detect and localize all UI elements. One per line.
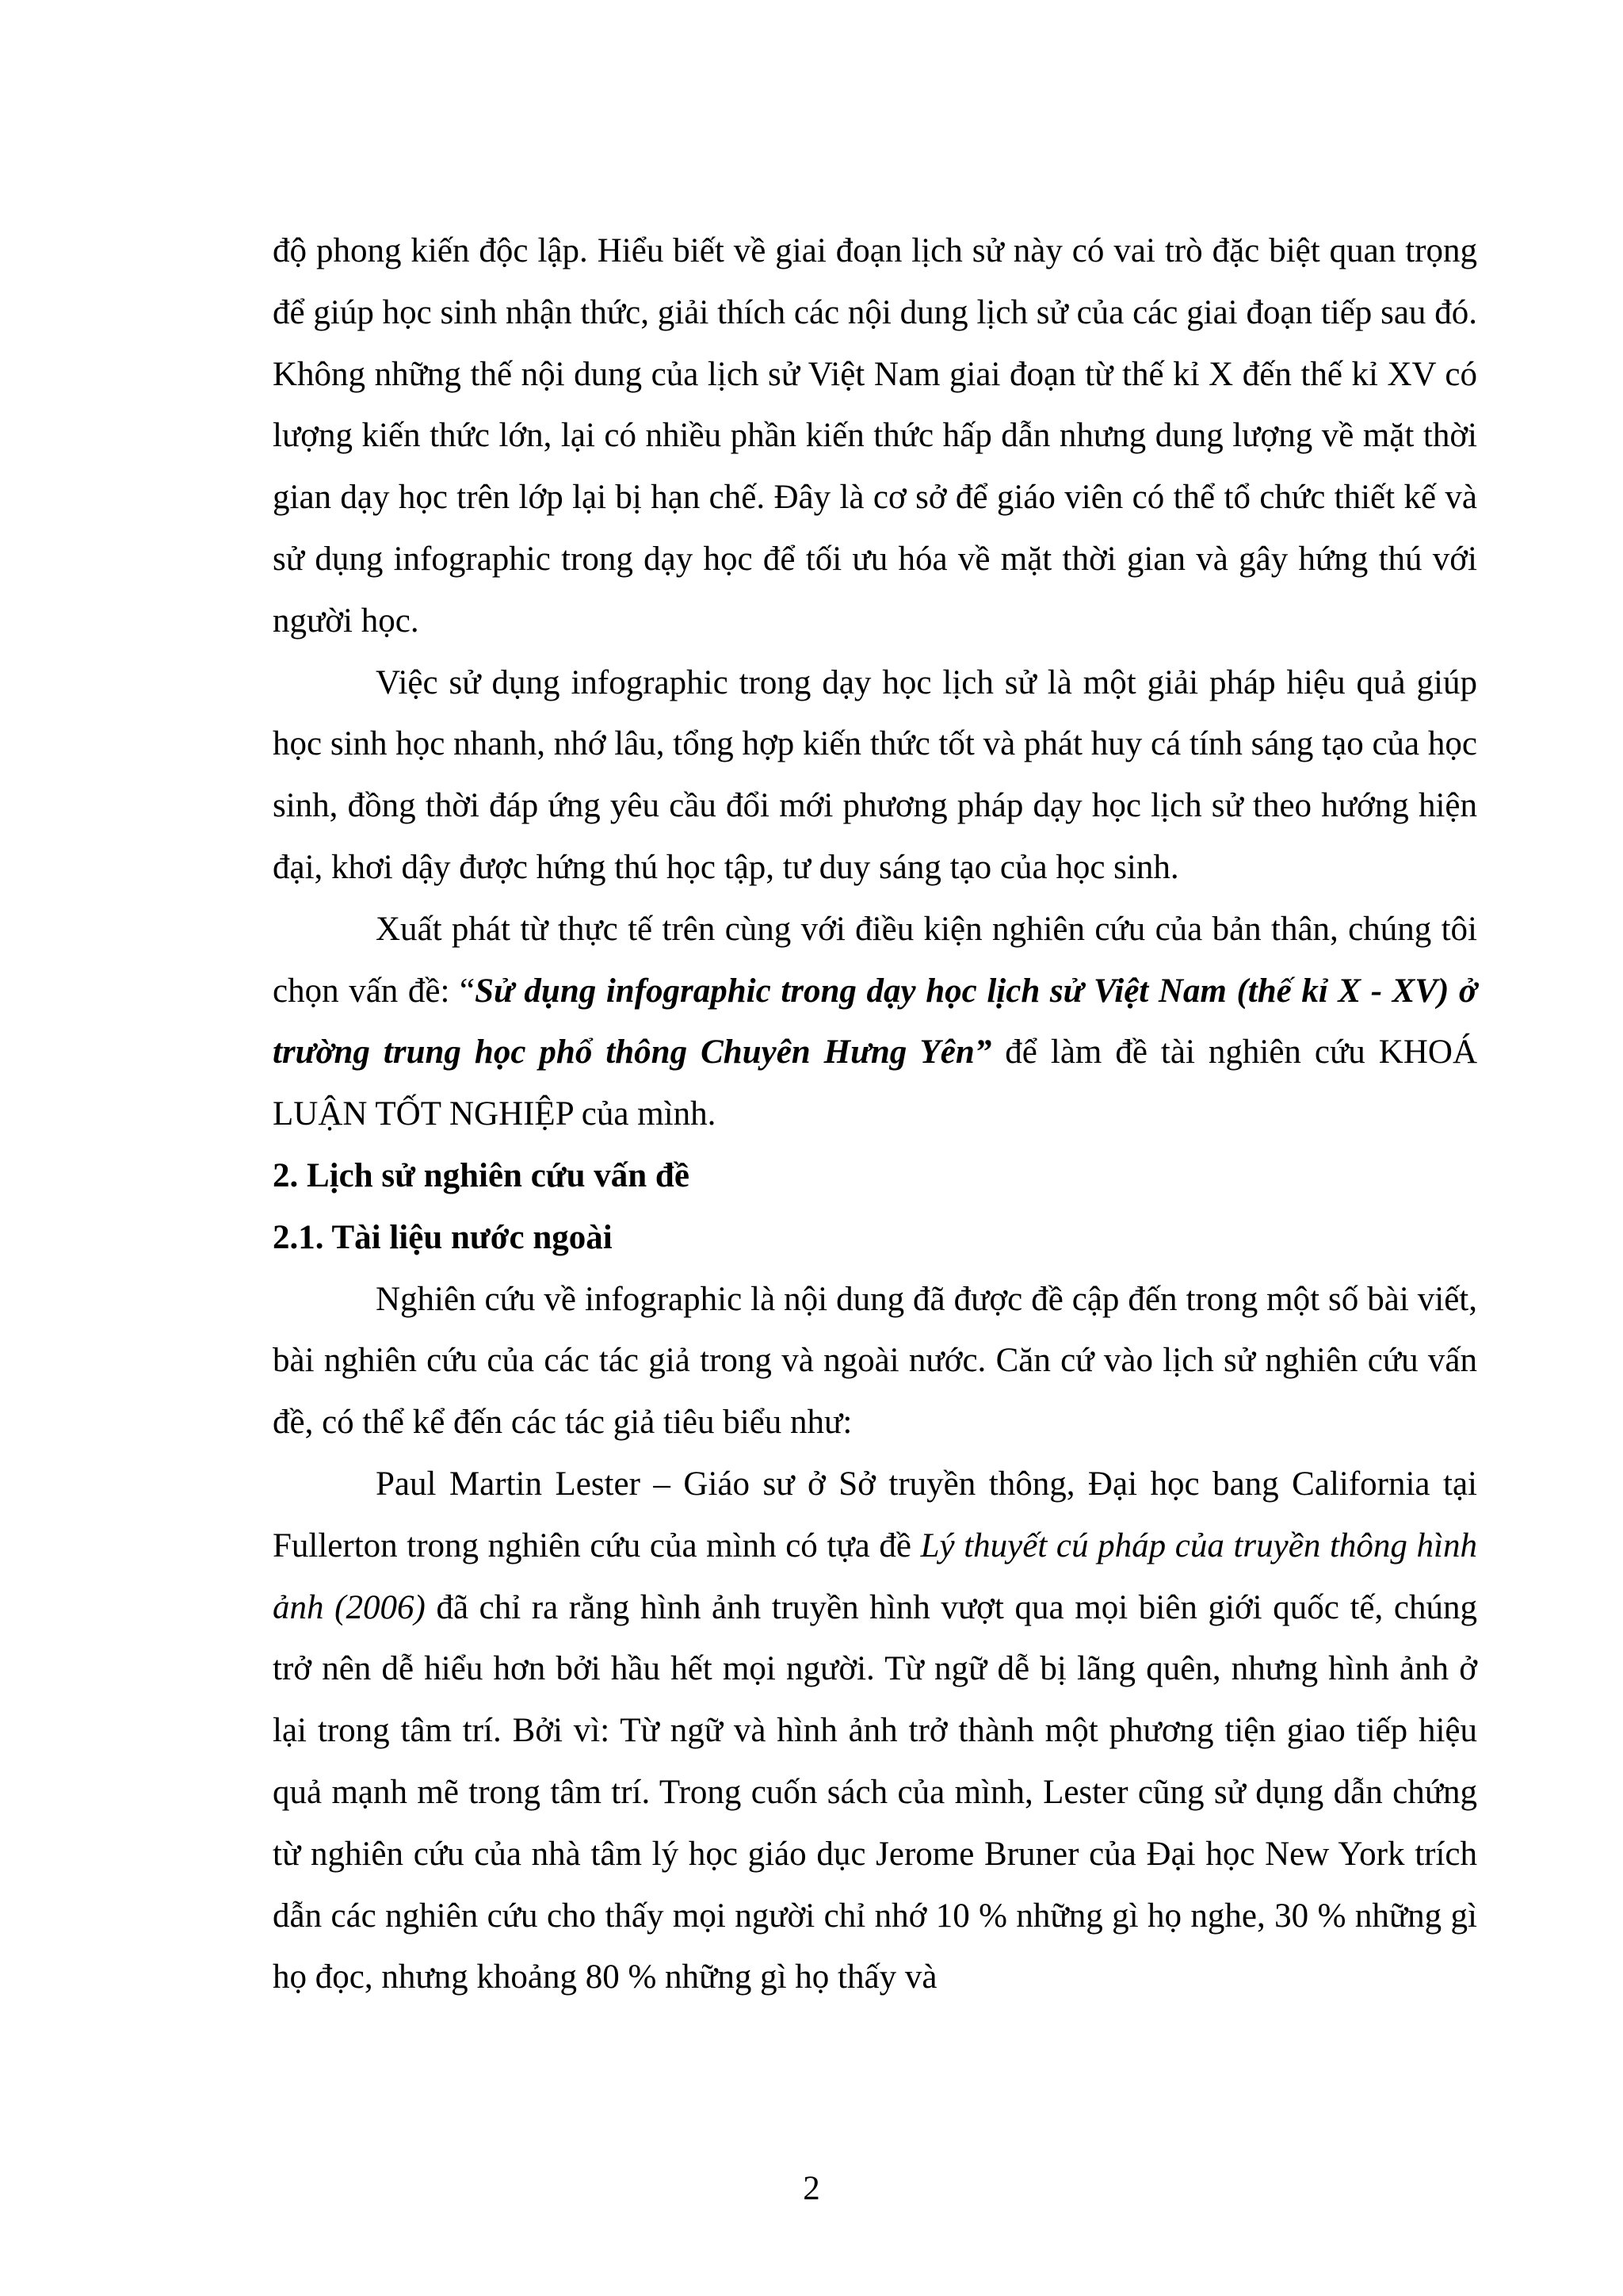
paragraph-lester <box>273 1454 1477 2008</box>
subsection-heading-foreign-literature: 2.1. Tài liệu nước ngoài <box>273 1218 613 1256</box>
paragraph-infographic-benefits: Việc sử dụng infographic trong dạy học lịch sử là một giải pháp hiệu quả giúp học sinh học nhanh, nhớ lâu, tổng hợp kiến thức tốt và phát huy cá tính sáng tạo của học sinh, đồng thời đáp ứng yêu cầu đổi mới phương pháp dạy học lịch sử theo hướng hiện đại, khơi dậy được hứng thú học tập, tư duy sáng tạo của học sinh. <box>273 663 1477 886</box>
topic-intro-text: Xuất phát từ thực tế trên cùng với điều kiện nghiên cứu của bản thân, chúng tôi chọn vấn đề: “ <box>273 910 1477 1010</box>
lester-intro-text: Paul Martin Lester – Giáo sư ở Sở truyền thông, Đại học bang California tại Fullerton trong nghiên cứu của mình có tựa đề <box>273 1465 1477 1564</box>
lester-body-text: đã chỉ ra rằng hình ảnh truyền hình vượt qua mọi biên giới quốc tế, chúng trở nên dễ hiểu hơn bởi hầu hết mọi người. Từ ngữ dễ bị lãng quên, nhưng hình ảnh ở lại trong tâm trí. Bởi vì: Từ ngữ và hình ảnh trở thành một phương tiện giao tiếp hiệu quả mạnh mẽ trong tâm trí. Trong cuốn sách của mình, Lester cũng sử dụng dẫn chứng từ nghiên cứu của nhà tâm lý học giáo dục Jerome Bruner của Đại học New York trích dẫn các nghiên cứu cho thấy mọi người chỉ nhớ 10 % những gì họ nghe, 30 % những gì họ đọc, nhưng khoảng 80 % những gì họ thấy và <box>273 1588 1477 1996</box>
page-content <box>273 220 1477 2008</box>
paragraph-intro: độ phong kiến độc lập. Hiểu biết về giai đoạn lịch sử này có vai trò đặc biệt quan trọng để giúp học sinh nhận thức, giải thích các nội dung lịch sử của các giai đoạn tiếp sau đó. Không những thế nội dung của lịch sử Việt Nam giai đoạn từ thế kỉ X đến thế kỉ XV có lượng kiến thức lớn, lại có nhiều phần kiến thức hấp dẫn nhưng dung lượng về mặt thời gian dạy học trên lớp lại bị hạn chế. Đây là cơ sở để giáo viên có thể tổ chức thiết kế và sử dụng infographic trong dạy học để tối ưu hóa về mặt thời gian và gây hứng thú với người học. <box>273 232 1477 640</box>
topic-outro-text: để làm đề tài nghiên cứu KHOÁ LUẬN TỐT NGHIỆP của mình. <box>273 1033 1478 1133</box>
page-number: 2 <box>803 2170 820 2207</box>
paragraph-topic-choice <box>273 899 1477 1145</box>
topic-title: Sử dụng infographic trong dạy học lịch sử Việt Nam (thế kỉ X - XV) ở trường trung học phổ thông Chuyên Hưng Yên” <box>273 972 1477 1072</box>
paragraph-research-overview: Nghiên cứu về infographic là nội dung đã được đề cập đến trong một số bài viết, bài nghiên cứu của các tác giả trong và ngoài nước. Căn cứ vào lịch sử nghiên cứu vấn đề, có thể kể đến các tác giả tiêu biểu như: <box>273 1280 1477 1442</box>
section-heading-research-history: 2. Lịch sử nghiên cứu vấn đề <box>273 1156 689 1194</box>
lester-book-title: Lý thuyết cú pháp của truyền thông hình ảnh (2006) <box>273 1526 1477 1626</box>
